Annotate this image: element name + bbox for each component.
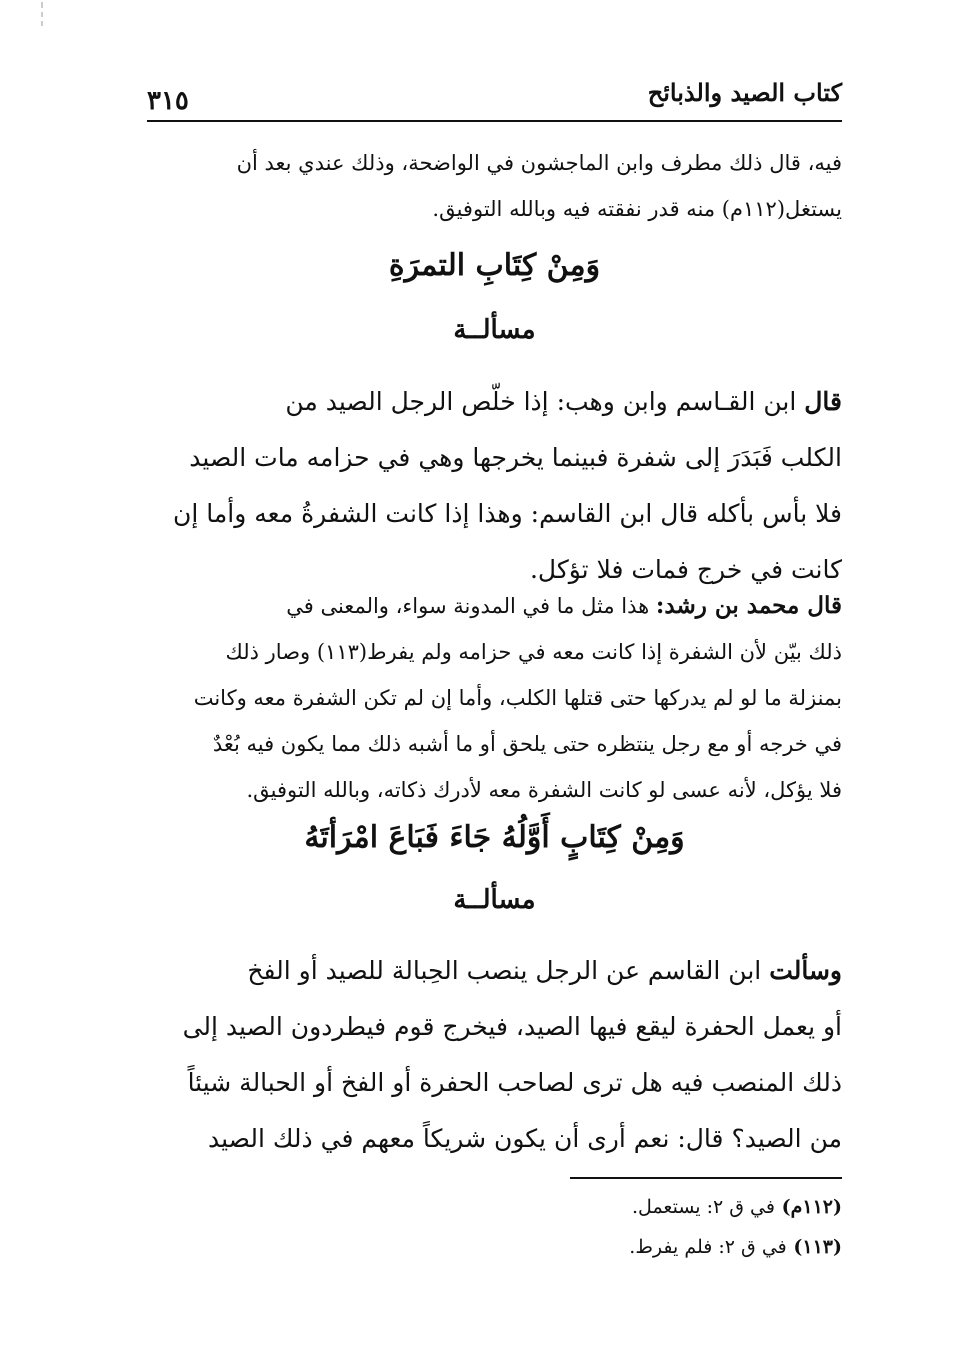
footnote-text: في ق ٢: يستعمل. (632, 1196, 775, 1218)
footnote-marker: (١١٣) (793, 1236, 842, 1258)
commentary-paragraph (147, 583, 842, 813)
scan-edge-marks (36, 2, 48, 28)
text-line: الكلب فَبَدَرَ إلى شفرة فبينما يخرجها وهي في حزامه مات الصيد (189, 443, 842, 472)
chapter-heading: وَمِنْ كِتَابِ التمرَةِ (388, 248, 601, 283)
line-text: ابن القـاسم وابن وهب: إذا خلّص الرجل الصيد من (285, 387, 797, 416)
text-line (147, 583, 842, 629)
text-line: فلا يؤكل، لأنه عسى لو كانت الشفرة معه لأدرك ذكاته، وبالله التوفيق. (246, 778, 842, 802)
masala-heading: مسألــة (453, 315, 536, 345)
masala-heading: مسألــة (453, 885, 536, 915)
text-line (147, 374, 842, 430)
intro-paragraph (147, 140, 842, 232)
lead-word: قال محمد بن رشد: (655, 592, 842, 619)
text-line: بمنزلة ما لو لم يدركها حتى قتلها الكلب، وأما إن لم تكن الشفرة معه وكانت (193, 686, 842, 710)
text-line: فلا بأس بأكله قال ابن القاسم: وهذا إذا كانت الشفرةُ معه وأما إن (173, 499, 842, 528)
text-line: ذلك المنصب فيه هل ترى لصاحب الحفرة أو الفخ أو الحبالة شيئاً (187, 1068, 842, 1097)
chapter-heading: وَمِنْ كِتَابٍ أَوَّلُهُ جَاءَ فَبَاعَ امْرَأتَهُ (304, 820, 685, 855)
header-rule (147, 120, 842, 122)
lead-word: وسألت (769, 956, 842, 985)
text-line (147, 943, 842, 999)
line-text: ابن القاسم عن الرجل ينصب الحِبالة للصيد أو الفخ (247, 956, 762, 985)
lead-word: قال (804, 387, 842, 416)
text-line: أو يعمل الحفرة ليقع فيها الصيد، فيخرج قوم فيطردون الصيد إلى (182, 1012, 842, 1041)
footnote-text: في ق ٢: فلم يفرط. (629, 1236, 787, 1258)
text-line: ذلك بيّن لأن الشفرة إذا كانت معه في حزامه ولم يفرط(١١٣) وصار ذلك (225, 640, 842, 664)
footnote (147, 1236, 842, 1258)
footnote (147, 1196, 842, 1218)
intro-line: يستغل(١١٢م) منه قدر نفقته فيه وبالله التوفيق. (432, 197, 842, 221)
text-line: من الصيد؟ قال: نعم أرى أن يكون شريكاً معهم في ذلك الصيد (207, 1124, 842, 1153)
question-paragraph (147, 374, 842, 598)
text-line: في خرجه أو مع رجل ينتظره حتى يلحق أو ما أشبه ذلك مما يكون فيه بُعْدٌ (212, 732, 842, 756)
text-line: كانت في خرج فمات فلا تؤكل. (529, 555, 842, 584)
page-number: ٣١٥ (147, 86, 189, 116)
question-paragraph (147, 943, 842, 1167)
running-head (147, 72, 842, 120)
footnote-marker: (١١٢م) (781, 1196, 842, 1218)
footnote-rule (570, 1177, 842, 1179)
intro-line: فيه، قال ذلك مطرف وابن الماجشون في الواضحة، وذلك عندي بعد أن (236, 151, 842, 175)
line-text: هذا مثل ما في المدونة سواء، والمعنى في (286, 594, 650, 618)
running-title: كتاب الصيد والذبائح (647, 78, 842, 107)
